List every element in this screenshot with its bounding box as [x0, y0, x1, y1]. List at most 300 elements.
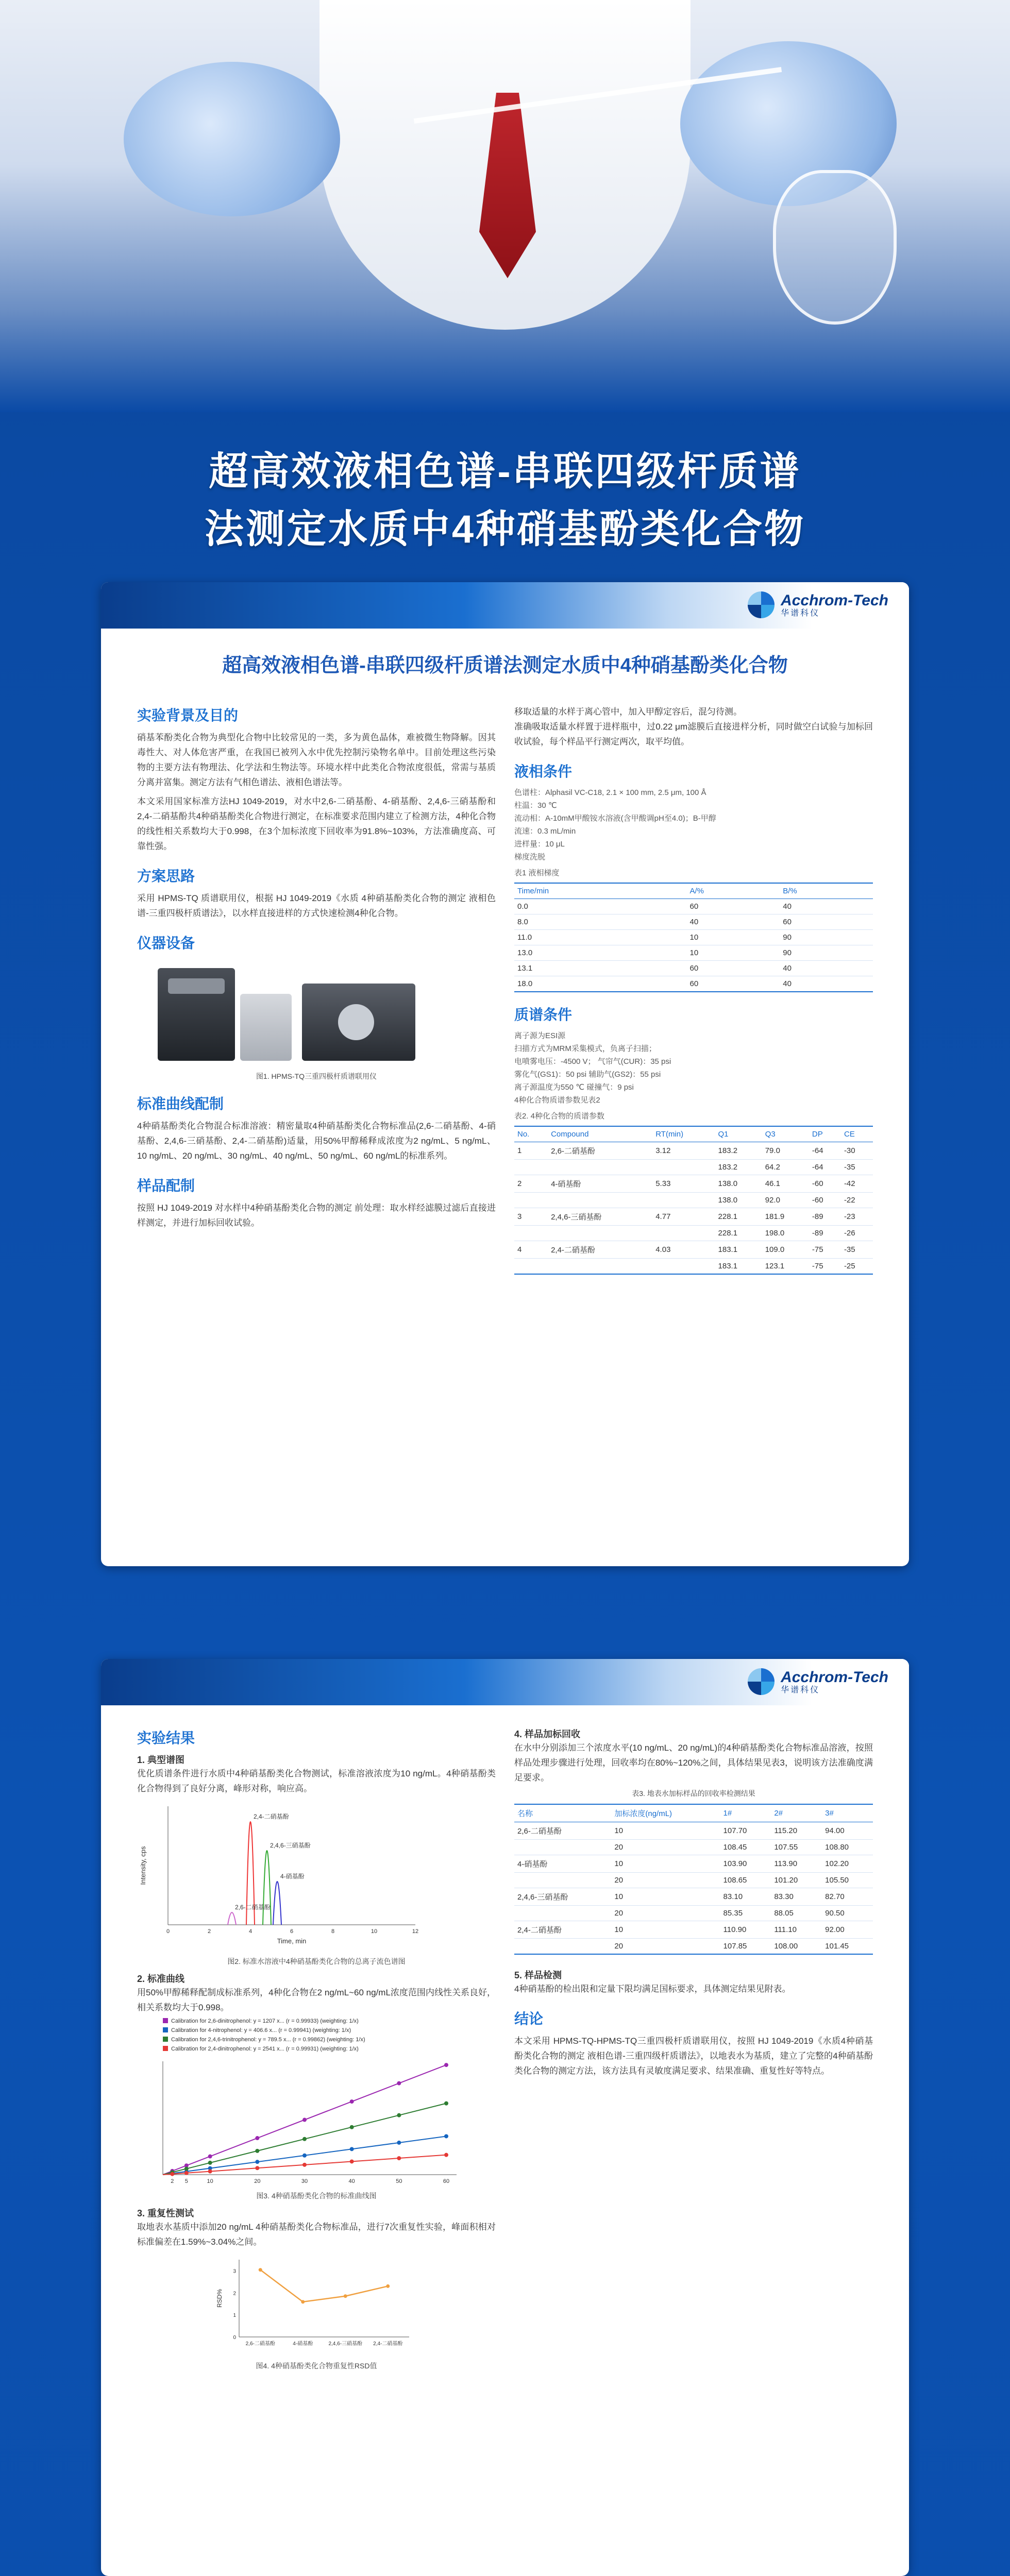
section-title: 结论	[514, 2011, 544, 2027]
table-cell: 46.1	[762, 1175, 809, 1193]
table-cell: -22	[841, 1193, 873, 1208]
table-cell: -30	[841, 1142, 873, 1160]
calibration-point	[302, 2163, 307, 2167]
paragraph: 硝基苯酚类化合物为典型化合物中比较常见的一类，多为黄色晶体，难被微生物降解。因其毒性大、对人体危害严重，在我国已被列入水中优先控制污染物名单中。目前处理这些污染物的主要方法有物理法、化学法和生物法等。环境水样中此类化合物浓度很低，常需与基质分离并富集。测定方法有气相色谱法、液相色谱法等。	[137, 733, 496, 787]
table-cell: 90.50	[822, 1906, 873, 1921]
table-cell: 138.0	[715, 1193, 762, 1208]
table-row	[514, 1822, 873, 1840]
table-caption: 表3. 地表水加标样品的回收率检测结果	[632, 1789, 755, 1798]
ms-condition-line: 扫描方式为MRM采集模式，负离子扫描；	[514, 1044, 656, 1053]
x-tick-label: 2,4-二硝基酚	[373, 2341, 403, 2347]
table-cell: 10	[611, 1888, 720, 1906]
table-cell: 13.1	[514, 961, 686, 976]
table-cell: 107.70	[720, 1822, 771, 1840]
section-title: 仪器设备	[137, 935, 195, 951]
table-cell: 8.0	[514, 914, 686, 930]
table-header-cell: RT(min)	[652, 1126, 715, 1142]
rsd-point	[344, 2294, 347, 2298]
ms-parameters-table	[514, 1126, 873, 1275]
table-cell: 40	[686, 914, 780, 930]
table-cell	[652, 1259, 715, 1275]
table-cell: 40	[780, 899, 873, 914]
x-tick-label: 10	[207, 2178, 213, 2184]
table-cell: -35	[841, 1160, 873, 1175]
poster-title-line2: 法测定水质中4种硝基酚类化合物	[204, 507, 806, 551]
rsd-point	[259, 2268, 262, 2272]
table-row	[514, 1873, 873, 1888]
y-axis-label: Intensity, cps	[139, 1846, 147, 1885]
x-tick-label: 50	[396, 2178, 402, 2184]
table-cell: 20	[611, 1873, 720, 1888]
table-cell: 4-硝基酚	[514, 1855, 611, 1873]
figure-caption: 图4. 4种硝基酚类化合物重复性RSD值	[256, 2362, 377, 2370]
table-cell: 5.33	[652, 1175, 715, 1193]
legend-swatch	[163, 2018, 168, 2023]
ms-condition-line: 离子源温度为550 ℃ 碰撞气：9 psi	[514, 1083, 634, 1092]
table-cell: -64	[809, 1160, 841, 1175]
calibration-point	[208, 2170, 212, 2174]
x-tick-label: 4-硝基酚	[293, 2341, 313, 2347]
table-cell: 2,4-二硝基酚	[514, 1921, 611, 1939]
x-tick-label: 12	[412, 1928, 419, 1935]
paragraph: 4种硝基酚类化合物混合标准溶液：精密量取4种硝基酚类化合物标准品(2,6-二硝基酚、4-硝基酚、2,4,6-三硝基酚、2,4-二硝基酚)适量，用50%甲醇稀释成浓度为2 ng/mL、5 ng/mL、10 ng/mL、20 ng/mL、30 ng/mL、40 ng/mL、50 ng/mL、60 ng/mL的标准系列。	[137, 1121, 496, 1161]
table-cell: 60	[686, 961, 780, 976]
table-cell	[548, 1193, 652, 1208]
paragraph: 本文采用国家标准方法HJ 1049-2019，对水中2,6-二硝基酚、4-硝基酚、2,4,6-三硝基酚和2,4-二硝基酚共4种硝基酚类化合物进行测定，在标准要求范围内建立了检测方法，4种化合物的线性相关系数均大于0.998，在3个加标浓度下回收率为91.8%~103%，方法准确度高、可靠性强。	[137, 796, 496, 851]
table-cell: 228.1	[715, 1226, 762, 1241]
calibration-point	[184, 2171, 189, 2175]
table-cell: -35	[841, 1241, 873, 1259]
x-tick-label: 2,6-二硝基酚	[245, 2341, 275, 2347]
rsd-point	[386, 2284, 390, 2288]
column-left	[137, 1716, 496, 2376]
chromatogram-chart	[137, 1796, 426, 1951]
table-cell: 101.20	[771, 1873, 822, 1888]
table-row	[514, 1921, 873, 1939]
table-cell	[548, 1226, 652, 1241]
logo-mark-icon	[748, 591, 775, 618]
legend-swatch	[163, 2037, 168, 2042]
x-axis-label: Time, min	[277, 1937, 307, 1945]
calibration-point	[397, 2156, 401, 2160]
table-header-cell: 2#	[771, 1804, 822, 1822]
table-cell: 11.0	[514, 930, 686, 945]
table-cell: 102.20	[822, 1855, 873, 1873]
table-row	[514, 1208, 873, 1226]
hero-image	[0, 0, 1010, 412]
section-title: 实验结果	[137, 1730, 195, 1746]
table-cell: 2,4,6-三硝基酚	[514, 1888, 611, 1906]
table-cell: 40	[780, 976, 873, 992]
table-cell: 10	[611, 1822, 720, 1840]
y-axis-label: RSD%	[216, 2289, 223, 2308]
y-tick-label: 2	[233, 2291, 236, 2297]
table-row	[514, 1888, 873, 1906]
calibration-point	[302, 2137, 307, 2141]
chromatogram-peak	[273, 1882, 281, 1925]
table-cell: 228.1	[715, 1208, 762, 1226]
table-cell	[652, 1193, 715, 1208]
table-header-cell: DP	[809, 1126, 841, 1142]
table-cell: 13.0	[514, 945, 686, 961]
table-cell: 1	[514, 1142, 548, 1160]
table-cell: 109.0	[762, 1241, 809, 1259]
table-row	[514, 976, 873, 992]
section-title: 质谱条件	[514, 1007, 573, 1023]
table-cell: 108.80	[822, 1840, 873, 1855]
paragraph: 4种硝基酚的检出限和定量下限均满足国标要求，具体测定结果见附表。	[514, 1984, 791, 1994]
table-row	[514, 1855, 873, 1873]
table-row	[514, 1226, 873, 1241]
paragraph: 本文采用 HPMS-TQ-HPMS-TQ三重四极杆质谱联用仪，按照 HJ 1049-2019《水质4种硝基酚类化合物的测定 液相色谱-三重四级杆质谱法》，以地表水为基质，建立了完整的4种硝基酚类化合物的测定方法，该方法具有灵敏度满足要求、结果准确、重复性好等特点。	[514, 2036, 873, 2076]
table-cell: 83.10	[720, 1888, 771, 1906]
table-cell: 138.0	[715, 1175, 762, 1193]
ms-condition-line: 雾化气(GS1)：50 psi 辅助气(GS2)：55 psi	[514, 1070, 661, 1079]
lc-condition-line: 梯度洗脱	[514, 853, 546, 861]
table-cell: -89	[809, 1208, 841, 1226]
table-cell: 60	[686, 899, 780, 914]
section-title: 标准曲线配制	[137, 1096, 224, 1112]
subsection-title: 2. 标准曲线	[137, 1974, 185, 1984]
table-row	[514, 1142, 873, 1160]
legend-swatch	[163, 2027, 168, 2032]
table-cell: 60	[780, 914, 873, 930]
table-cell	[548, 1259, 652, 1275]
figure-caption: 图2. 标准水溶液中4种硝基酚类化合物的总离子流色谱图	[227, 1957, 406, 1965]
table-cell	[514, 1160, 548, 1175]
table-header-cell: 名称	[514, 1804, 611, 1822]
calibration-point	[397, 2081, 401, 2086]
calibration-point	[350, 2099, 354, 2104]
x-tick-label: 10	[371, 1928, 378, 1935]
table-cell: 10	[686, 930, 780, 945]
rsd-point	[301, 2300, 305, 2303]
calibration-point	[208, 2155, 212, 2159]
table-cell: 183.1	[715, 1241, 762, 1259]
table-cell: 10	[611, 1921, 720, 1939]
instrument-autosampler-graphic	[240, 994, 292, 1061]
section-card-1	[101, 582, 909, 1566]
table-row	[514, 1259, 873, 1275]
table-cell: 10	[686, 945, 780, 961]
x-tick-label: 4	[248, 1928, 252, 1935]
table-cell: -23	[841, 1208, 873, 1226]
column-right	[514, 1716, 873, 2376]
ms-condition-line: 离子源为ESI源	[514, 1031, 566, 1040]
ms-condition-line: 电喷雾电压：-4500 V； 气帘气(CUR)：35 psi	[514, 1057, 671, 1066]
table-cell: 2,6-二硝基酚	[548, 1142, 652, 1160]
table-cell	[652, 1226, 715, 1241]
instrument-panel-graphic	[168, 978, 225, 994]
calibration-point	[444, 2102, 448, 2106]
calibration-point	[255, 2149, 259, 2153]
section-title: 实验背景及目的	[137, 707, 239, 723]
subsection-title: 3. 重复性测试	[137, 2208, 194, 2218]
chromatogram-peak	[263, 1851, 271, 1925]
table-caption: 表1 液相梯度	[514, 869, 560, 877]
table-cell: 94.00	[822, 1822, 873, 1840]
subsection-title: 4. 样品加标回收	[514, 1729, 581, 1739]
table-cell: -60	[809, 1175, 841, 1193]
brand-logo	[748, 591, 888, 618]
x-tick-label: 2,4,6-三硝基酚	[328, 2341, 363, 2347]
calibration-point	[444, 2134, 448, 2138]
table-cell: 4.03	[652, 1241, 715, 1259]
calibration-point	[397, 2113, 401, 2117]
table-cell: 10	[611, 1855, 720, 1873]
table-cell: 198.0	[762, 1226, 809, 1241]
table-row	[514, 899, 873, 914]
paragraph: 准确吸取适量水样置于进样瓶中，过0.22 μm滤膜后直接进样分析，同时做空白试验与加标回收试验，每个样品平行测定两次，取平均值。	[514, 722, 873, 747]
table-row	[514, 1906, 873, 1921]
table-row	[514, 1193, 873, 1208]
table-cell: 92.00	[822, 1921, 873, 1939]
table-cell: 2	[514, 1175, 548, 1193]
brand-name-en: Acchrom-Tech	[781, 1668, 888, 1686]
table-cell: 79.0	[762, 1142, 809, 1160]
x-tick-label: 2	[171, 2178, 174, 2184]
table-cell	[514, 1193, 548, 1208]
table-cell	[514, 1873, 611, 1888]
calibration-point	[255, 2166, 259, 2170]
table-cell	[548, 1160, 652, 1175]
x-tick-label: 40	[348, 2178, 355, 2184]
table-header-cell: 3#	[822, 1804, 873, 1822]
calibration-point	[208, 2161, 212, 2165]
subsection-title: 1. 典型谱图	[137, 1755, 185, 1765]
card-header	[101, 582, 909, 629]
x-tick-label: 0	[166, 1928, 170, 1935]
calibration-point	[255, 2160, 259, 2164]
figure-caption: 图1. HPMS-TQ三重四极杆质谱联用仪	[256, 1072, 377, 1080]
calibration-point	[170, 2172, 174, 2176]
calibration-point	[302, 2118, 307, 2122]
lc-condition-line: 柱温：30 ℃	[514, 801, 557, 810]
table-cell: 183.2	[715, 1160, 762, 1175]
table-row	[514, 1160, 873, 1175]
table-cell	[514, 1906, 611, 1921]
calibration-chart	[137, 2015, 467, 2185]
column-left	[137, 693, 496, 1275]
table-cell: -26	[841, 1226, 873, 1241]
table-header-cell: Time/min	[514, 883, 686, 899]
rsd-chart	[213, 2249, 419, 2358]
table-cell: 103.90	[720, 1855, 771, 1873]
table-row	[514, 930, 873, 945]
table-header-cell: Compound	[548, 1126, 652, 1142]
table-cell: -89	[809, 1226, 841, 1241]
table-cell: -42	[841, 1175, 873, 1193]
table-header-cell: No.	[514, 1126, 548, 1142]
paragraph: 在水中分别添加三个浓度水平(10 ng/mL、20 ng/mL)的4种硝基酚类化合物标准品溶液，按照样品处理步骤进行处理，回收率均在80%~120%之间，具体结果见表3，说明该方法准确度满足要求。	[514, 1743, 873, 1783]
table-cell: 4-硝基酚	[548, 1175, 652, 1193]
table-cell: 183.1	[715, 1259, 762, 1275]
peak-label: 2,6-二硝基酚	[235, 1904, 271, 1911]
section-title: 样品配制	[137, 1178, 195, 1194]
table-cell: 85.35	[720, 1906, 771, 1921]
table-cell: 110.90	[720, 1921, 771, 1939]
brand-name-cn: 华谱科仪	[781, 1685, 820, 1694]
calibration-point	[350, 2159, 354, 2163]
lc-condition-line: 色谱柱：Alphasil VC-C18, 2.1 × 100 mm, 2.5 μm, 100 Å	[514, 788, 706, 797]
table-header-cell: Q3	[762, 1126, 809, 1142]
table-cell: 2,4-二硝基酚	[548, 1241, 652, 1259]
table-cell: -64	[809, 1142, 841, 1160]
ms-conditions	[514, 1029, 873, 1107]
x-tick-label: 2	[207, 1928, 211, 1935]
table-cell: 101.45	[822, 1939, 873, 1955]
instrument-image	[137, 958, 496, 1066]
table-header-cell: B/%	[780, 883, 873, 899]
table-cell: -25	[841, 1259, 873, 1275]
lc-condition-line: 进样量：10 μL	[514, 840, 565, 849]
table-row	[514, 1175, 873, 1193]
table-cell: 181.9	[762, 1208, 809, 1226]
calibration-point	[350, 2147, 354, 2151]
paragraph: 移取适量的水样于离心管中，加入甲醇定容后，混匀待测。	[514, 707, 742, 717]
table-header-cell: CE	[841, 1126, 873, 1142]
card-header	[101, 1659, 909, 1705]
table-cell	[652, 1160, 715, 1175]
legend-label: Calibration for 2,4-dinitrophenol: y = 2541 x... (r = 0.99931) (weighting: 1/x)	[171, 2046, 359, 2052]
table-cell: 90	[780, 945, 873, 961]
y-tick-label: 0	[233, 2335, 236, 2341]
table-cell: 123.1	[762, 1259, 809, 1275]
table-cell: 107.85	[720, 1939, 771, 1955]
table-row	[514, 1840, 873, 1855]
calibration-point	[397, 2141, 401, 2145]
table-row	[514, 961, 873, 976]
lc-conditions	[514, 786, 873, 863]
table-cell: 111.10	[771, 1921, 822, 1939]
table-cell: 64.2	[762, 1160, 809, 1175]
brand-logo	[748, 1668, 888, 1695]
table-cell: 83.30	[771, 1888, 822, 1906]
table-cell: 183.2	[715, 1142, 762, 1160]
table-row	[514, 914, 873, 930]
table-cell: 20	[611, 1906, 720, 1921]
paragraph: 用50%甲醇稀释配制成标准系列，4种化合物在2 ng/mL~60 ng/mL浓度范围内线性关系良好，相关系数均大于0.998。	[137, 1988, 496, 2012]
table-cell: 92.0	[762, 1193, 809, 1208]
subsection-title: 5. 样品检测	[514, 1970, 562, 1980]
section-card-2	[101, 1659, 909, 2576]
table-cell	[514, 1226, 548, 1241]
table-cell: 113.90	[771, 1855, 822, 1873]
table-cell: 107.55	[771, 1840, 822, 1855]
brand-name-en: Acchrom-Tech	[781, 591, 888, 609]
table-cell: 2,6-二硝基酚	[514, 1822, 611, 1840]
table-cell: 2,4,6-三硝基酚	[548, 1208, 652, 1226]
peak-label: 4-硝基酚	[280, 1873, 305, 1880]
x-tick-label: 6	[290, 1928, 294, 1935]
table-cell: 20	[611, 1939, 720, 1955]
x-tick-label: 30	[301, 2178, 308, 2184]
table-cell: 108.65	[720, 1873, 771, 1888]
rsd-line	[260, 2270, 388, 2302]
table-cell: 3	[514, 1208, 548, 1226]
x-tick-label: 20	[254, 2178, 261, 2184]
table-cell: 115.20	[771, 1822, 822, 1840]
table-cell	[514, 1939, 611, 1955]
section-title: 方案思路	[137, 868, 195, 884]
table-cell	[514, 1840, 611, 1855]
x-tick-label: 60	[443, 2178, 450, 2184]
lc-condition-line: 流速：0.3 mL/min	[514, 827, 576, 836]
calibration-point	[255, 2136, 259, 2140]
table-cell: 108.45	[720, 1840, 771, 1855]
y-tick-label: 3	[233, 2268, 236, 2275]
legend-label: Calibration for 2,6-dinitrophenol: y = 1207 x... (r = 0.99933) (weighting: 1/x)	[171, 2018, 359, 2024]
calibration-point	[444, 2153, 448, 2157]
paragraph: 取地表水基质中添加20 ng/mL 4种硝基酚类化合物标准品，进行7次重复性实验，峰面积相对标准偏差在1.59%~3.04%之间。	[137, 2222, 496, 2247]
logo-mark-icon	[748, 1668, 775, 1695]
legend-label: Calibration for 2,4,6-trinitrophenol: y = 789.5 x... (r = 0.99862) (weighting: 1/x)	[171, 2037, 365, 2043]
document-title: 超高效液相色谱-串联四级杆质谱法测定水质中4种硝基酚类化合物	[222, 655, 788, 676]
table-cell: 20	[611, 1840, 720, 1855]
table-caption: 表2. 4种化合物的质谱参数	[514, 1112, 605, 1121]
table-cell: 4.77	[652, 1208, 715, 1226]
chromatogram-peak	[228, 1912, 236, 1925]
table-cell: -75	[809, 1241, 841, 1259]
table-cell: 90	[780, 930, 873, 945]
brand-name-cn: 华谱科仪	[781, 608, 820, 618]
flask-graphic	[773, 170, 897, 325]
table-cell: 105.50	[822, 1873, 873, 1888]
figure-caption: 图3. 4种硝基酚类化合物的标准曲线图	[256, 2192, 377, 2200]
calibration-point	[302, 2154, 307, 2158]
peak-label: 2,4-二硝基酚	[254, 1813, 289, 1820]
glove-left-graphic	[124, 62, 340, 216]
table-cell: 18.0	[514, 976, 686, 992]
paragraph: 优化质谱条件进行水质中4种硝基酚类化合物测试，标准溶液浓度为10 ng/mL。4种硝基酚类化合物得到了良好分离，峰形对称，响应高。	[137, 1769, 496, 1793]
instrument-logo-circle-graphic	[338, 1004, 374, 1040]
peak-label: 2,4,6-三硝基酚	[270, 1842, 311, 1849]
table-header-cell: Q1	[715, 1126, 762, 1142]
legend-label: Calibration for 4-nitrophenol: y = 406.6 x... (r = 0.99941) (weighting: 1/x)	[171, 2027, 351, 2033]
lc-condition-line: 流动相：A-10mM甲酸铵水溶液(含甲酸调pH至4.0)；B-甲醇	[514, 814, 716, 823]
x-tick-label: 8	[331, 1928, 335, 1935]
table-cell: -75	[809, 1259, 841, 1275]
lc-gradient-table	[514, 883, 873, 992]
table-cell: -60	[809, 1193, 841, 1208]
x-tick-label: 5	[184, 2178, 188, 2184]
y-tick-label: 1	[233, 2313, 236, 2319]
poster-title	[0, 443, 1010, 558]
legend-swatch	[163, 2046, 168, 2051]
poster-title-line1: 超高效液相色谱-串联四级杆质谱	[209, 450, 801, 494]
table-row	[514, 1241, 873, 1259]
section-title: 液相条件	[514, 764, 573, 779]
calibration-point	[350, 2125, 354, 2129]
recovery-table	[514, 1804, 873, 1955]
paragraph: 采用 HPMS-TQ 质谱联用仪，根据 HJ 1049-2019《水质 4种硝基酚类化合物的测定 液相色谱-三重四极杆质谱法》，以水样直接进样的方式快速检测4种化合物。	[137, 893, 496, 918]
calibration-point	[184, 2166, 189, 2171]
table-cell: 4	[514, 1241, 548, 1259]
table-cell: 40	[780, 961, 873, 976]
ms-condition-line: 4种化合物质谱参数见表2	[514, 1096, 600, 1105]
table-header-cell: 1#	[720, 1804, 771, 1822]
table-cell: 88.05	[771, 1906, 822, 1921]
table-cell: 108.00	[771, 1939, 822, 1955]
table-row	[514, 945, 873, 961]
column-right	[514, 693, 873, 1275]
table-header-cell: A/%	[686, 883, 780, 899]
table-cell: 0.0	[514, 899, 686, 914]
table-cell	[514, 1259, 548, 1275]
calibration-point	[444, 2063, 448, 2067]
table-cell: 82.70	[822, 1888, 873, 1906]
table-cell: 3.12	[652, 1142, 715, 1160]
